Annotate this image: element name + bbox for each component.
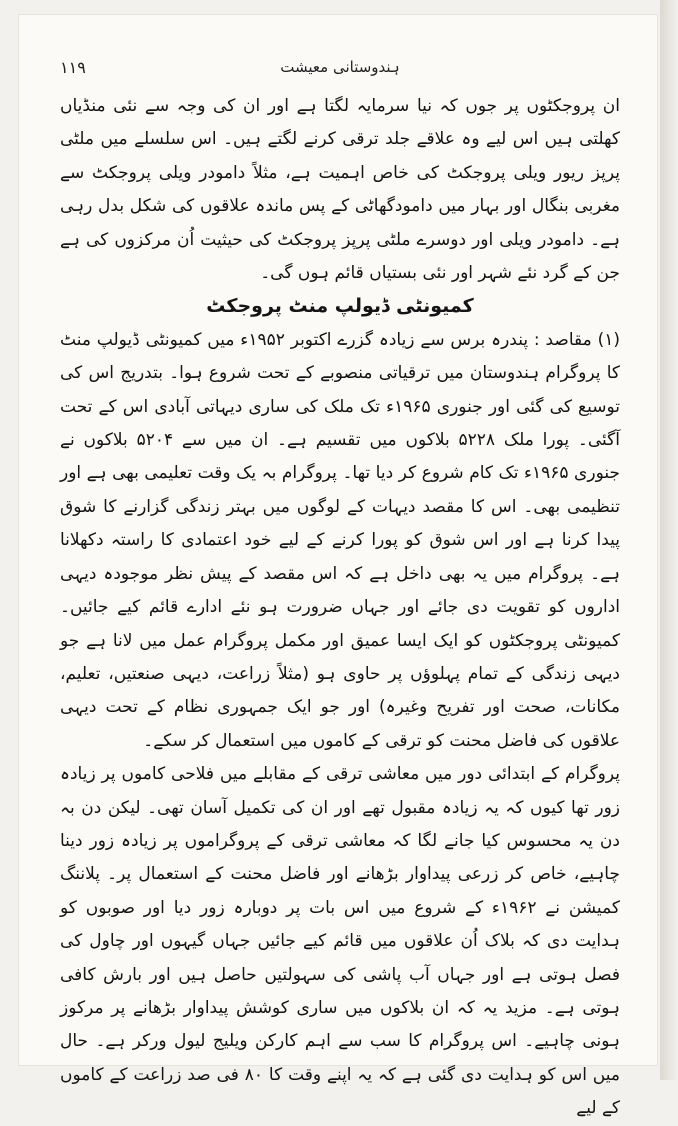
body-text xyxy=(60,90,620,1126)
page-number: ۱۱۹ xyxy=(60,58,86,77)
paragraph-3: پروگرام کے ابتدائی دور میں معاشی ترقی کے مقابلے میں فلاحی کاموں پر زیادہ زور تھا کیوں کہ یہ زیادہ مقبول تھے اور ان کی تکمیل آسان تھی۔ لیکن دن بہ دن یہ محسوس کیا جانے لگا کہ معاشی ترقی کے پروگراموں پر زیادہ زور دینا چاہیے، خاص کر زرعی پیداوار بڑھانے اور فاضل محنت کے استعمال پر۔ پلاننگ کمیشن نے ۱۹۶۲ء کے شروع میں اس بات پر دوبارہ زور دیا اور صوبوں کو ہدایت دی کہ بلاک اُن علاقوں میں قائم کیے جائیں جہاں گیہوں اور چاول کی فصل ہوتی ہے اور جہاں آب پاشی کی سہولتیں حاصل ہیں اور بارش کافی ہوتی ہے۔ مزید یہ کہ ان بلاکوں میں ساری کوشش پیداوار بڑھانے پر مرکوز ہونی چاہیے۔ اس پروگرام کا سب سے اہم کارکن ویلیج لیول ورکر ہے۔ حال میں اس کو ہدایت دی گئی ہے کہ یہ اپنے وقت کا ۸۰ فی صد زراعت کے کاموں کے لیے xyxy=(60,764,620,1119)
paragraph-1: ان پروجکٹوں پر جوں کہ نیا سرمایہ لگتا ہے اور ان کی وجہ سے نئی منڈیاں کھلتی ہیں اس لیے وہ علاقے جلد ترقی کرنے لگتے ہیں۔ اس سلسلے میں ملٹی پرپز ریور ویلی پروجکٹ کی خاص اہمیت ہے، مثلاً دامودر ویلی پروجکٹ سے مغربی بنگال اور بہار میں دامودگھاٹی کے پس ماندہ علاقوں کی شکل بدل رہی ہے۔ دامودر ویلی اور دوسرے ملٹی پرپز پروجکٹ کی حیثیت اُن مرکزوں کی ہے جن کے گرد نئے شہر اور نئی بستیاں قائم ہوں گی۔ xyxy=(60,96,620,284)
page-header xyxy=(60,58,620,84)
running-title: ہندوستانی معیشت xyxy=(280,58,400,76)
paragraph-2: (۱) مقاصد : پندرہ برس سے زیادہ گزرے اکتوبر ۱۹۵۲ء میں کمیونٹی ڈیولپ منٹ کا پروگرام ہندوستان میں ترقیاتی منصوبے کے تحت شروع ہوا۔ بتدریج اس کی توسیع کی گئی اور جنوری ۱۹۶۵ء تک ملک کی ساری دیہاتی آبادی اس کے تحت آگئی۔ پورا ملک ۵۲۲۸ بلاکوں میں تقسیم ہے۔ ان میں سے ۵۲۰۴ بلاکوں نے جنوری ۱۹۶۵ء تک کام شروع کر دیا تھا۔ پروگرام بہ یک وقت تعلیمی بھی ہے اور تنظیمی بھی۔ اس کا مقصد دیہات کے لوگوں میں بہتر زندگی گزارنے کا شوق پیدا کرنا ہے اور اس شوق کو پورا کرنے کے لیے خود اعتمادی کا راستہ دکھلانا ہے۔ پروگرام میں یہ بھی داخل ہے کہ اس مقصد کے پیش نظر موجودہ دیہی اداروں کو تقویت دی جائے اور جہاں ضرورت ہو نئے ادارے قائم کیے جائیں۔ کمیونٹی پروجکٹوں کو ایک ایسا عمیق اور مکمل پروگرام عمل میں لانا ہے جو دیہی زندگی کے تمام پہلوؤں پر حاوی ہو (مثلاً زراعت، دیہی صنعتیں، تعلیم، مکانات، صحت اور تفریح وغیرہ) اور جو ایک جمہوری نظام کے تحت دیہی علاقوں کی فاضل محنت کو ترقی کے کاموں میں استعمال کر سکے۔ xyxy=(60,329,620,751)
page-edge-shadow xyxy=(660,0,678,1080)
section-heading: کمیونٹی ڈیولپ منٹ پروجکٹ xyxy=(206,295,474,318)
